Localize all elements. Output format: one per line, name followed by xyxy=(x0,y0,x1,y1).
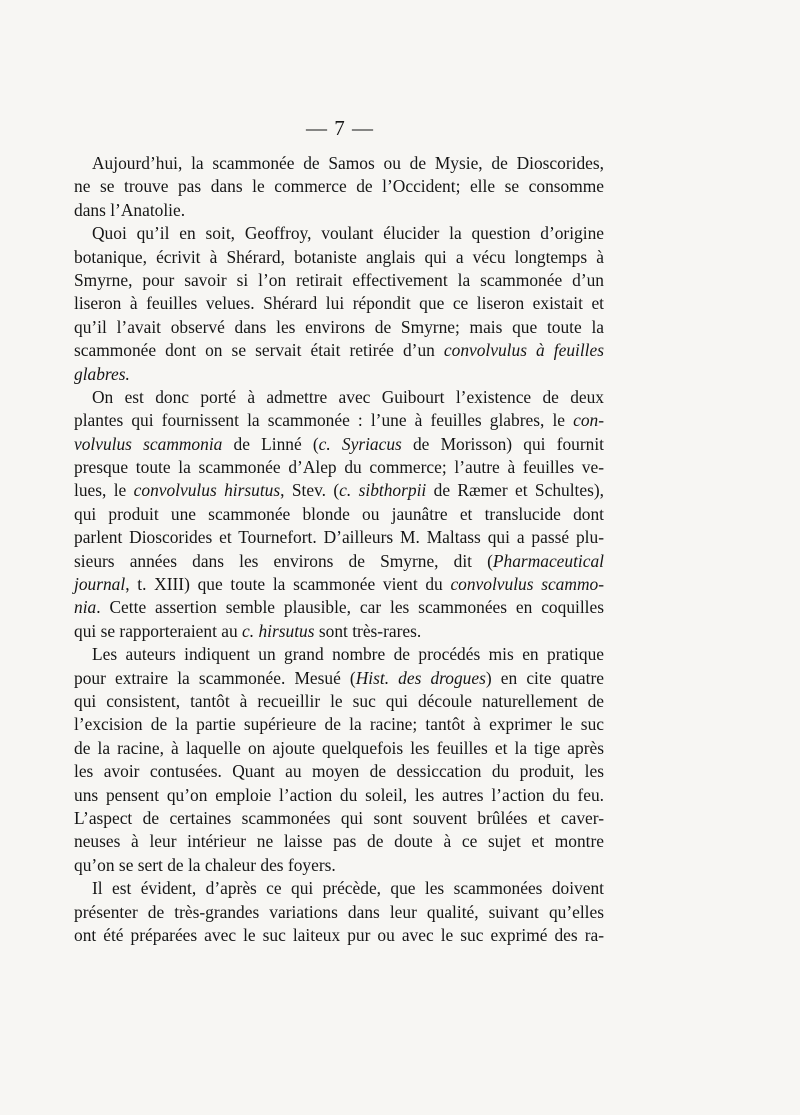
text-span: qu’il l’avait observé dans les environs de Smyrne; mais que toute la xyxy=(74,316,604,337)
text-line xyxy=(74,316,604,339)
text-span: de Morisson) qui fournit xyxy=(401,433,604,454)
text-line xyxy=(74,550,604,573)
text-span: Il est évident, d’après ce qui précède, que les scammonées doivent xyxy=(92,878,604,899)
italic-text: con- xyxy=(573,410,604,431)
text-span: L’aspect de certaines scammonées qui sont souvent brûlées et caver- xyxy=(74,807,604,828)
text-line xyxy=(74,620,604,643)
text-span: plantes qui fournissent la scammonée : l’une à feuilles glabres, le xyxy=(74,410,574,431)
text-line xyxy=(74,854,604,877)
text-line xyxy=(74,737,604,760)
text-line xyxy=(74,784,604,807)
text-line xyxy=(74,573,604,596)
text-span: les avoir contusées. Quant au moyen de dessiccation du produit, les xyxy=(74,761,604,782)
text-span: lues, le xyxy=(74,480,134,501)
text-line xyxy=(74,526,604,549)
italic-text: Hist. des drogues xyxy=(355,667,486,688)
text-line xyxy=(74,713,604,736)
text-line xyxy=(74,924,604,947)
page-number: — 7 — xyxy=(306,116,374,140)
italic-text: glabres. xyxy=(74,363,130,384)
text-span: ont été préparées avec le suc laiteux pur ou avec le suc exprimé des ra- xyxy=(74,924,604,945)
italic-text: Pharmaceutical xyxy=(492,550,604,571)
text-span: , t. XIII) que toute la scammonée vient du xyxy=(125,574,451,595)
text-line xyxy=(74,830,604,853)
text-line xyxy=(74,246,604,269)
text-span: , Stev. ( xyxy=(280,480,340,501)
text-span: Smyrne, pour savoir si l’on retirait effectivement la scammonée d’un xyxy=(74,269,604,290)
text-line xyxy=(74,269,604,292)
italic-text: nia xyxy=(74,597,97,618)
text-line xyxy=(74,199,604,222)
text-line xyxy=(74,292,604,315)
text-line xyxy=(74,807,604,830)
italic-text: convolvulus scammo- xyxy=(450,574,604,595)
text-span: qu’on se sert de la chaleur des foyers. xyxy=(74,854,336,875)
text-line xyxy=(74,760,604,783)
text-span: présenter de très-grandes variations dans leur qualité, suivant qu’elles xyxy=(74,901,604,922)
text-line xyxy=(74,503,604,526)
text-span: de Ræmer et Schultes), xyxy=(426,480,604,501)
text-span: botanique, écrivit à Shérard, botaniste anglais qui a vécu longtemps à xyxy=(74,246,604,267)
text-line xyxy=(74,690,604,713)
text-span: neuses à leur intérieur ne laisse pas de doute à ce sujet et montre xyxy=(74,831,604,852)
text-span: liseron à feuilles velues. Shérard lui répondit que ce liseron existait et xyxy=(74,293,604,314)
text-line xyxy=(74,175,604,198)
text-span: qui produit une scammonée blonde ou jaunâtre et translucide dont xyxy=(74,503,604,524)
text-line xyxy=(74,433,604,456)
text-line xyxy=(74,363,604,386)
text-line xyxy=(74,901,604,924)
text-span: pour extraire la scammonée. Mesué ( xyxy=(74,667,356,688)
text-line xyxy=(74,386,604,409)
text-span: Aujourd’hui, la scammonée de Samos ou de Mysie, de Dioscorides, xyxy=(92,153,604,173)
text-line xyxy=(74,339,604,362)
body-text xyxy=(74,152,604,947)
italic-text: convolvulus à feuilles xyxy=(443,340,605,361)
text-line xyxy=(74,596,604,619)
text-line xyxy=(74,222,604,245)
italic-text: c. Syriacus xyxy=(318,433,402,454)
text-span: sont très-rares. xyxy=(314,620,422,641)
text-line xyxy=(74,667,604,690)
text-line xyxy=(74,409,604,432)
text-line xyxy=(74,877,604,900)
text-span: sieurs années dans les environs de Smyrne, dit ( xyxy=(74,550,493,571)
text-span: On est donc porté à admettre avec Guibourt l’existence de deux xyxy=(92,386,604,407)
text-line xyxy=(74,152,604,175)
italic-text: journal xyxy=(74,574,126,595)
italic-text: volvulus scammonia xyxy=(74,433,223,454)
text-line xyxy=(74,456,604,479)
text-line xyxy=(74,479,604,502)
italic-text: convolvulus hirsutus xyxy=(133,480,281,501)
text-span: scammonée dont on se servait était retirée d’un xyxy=(74,340,444,361)
text-span: de la racine, à laquelle on ajoute quelquefois les feuilles et la tige après xyxy=(74,737,604,758)
text-span: parlent Dioscorides et Tournefort. D’ailleurs M. Maltass qui a passé plu- xyxy=(74,527,604,548)
text-span: ) en cite quatre xyxy=(485,667,604,688)
text-span: qui se rapporteraient au xyxy=(74,620,243,641)
text-span: ne se trouve pas dans le commerce de l’Occident; elle se consomme xyxy=(74,176,604,197)
text-span: l’excision de la partie supérieure de la racine; tantôt à exprimer le suc xyxy=(74,714,604,735)
italic-text: c. sibthorpii xyxy=(339,480,427,501)
text-span: dans l’Anatolie. xyxy=(74,199,186,220)
text-span: Les auteurs indiquent un grand nombre de procédés mis en pratique xyxy=(92,644,604,665)
text-span: qui consistent, tantôt à recueillir le suc qui découle naturellement de xyxy=(74,690,604,711)
text-span: Quoi qu’il en soit, Geoffroy, voulant élucider la question d’origine xyxy=(92,223,604,244)
text-span: uns pensent qu’on emploie l’action du soleil, les autres l’action du feu. xyxy=(74,784,604,805)
text-span: de Linné ( xyxy=(222,433,319,454)
italic-text: c. hirsutus xyxy=(242,620,315,641)
text-line xyxy=(74,643,604,666)
text-span: presque toute la scammonée d’Alep du commerce; l’autre à feuilles ve- xyxy=(74,457,604,478)
text-span: . Cette assertion semble plausible, car les scammonées en coquilles xyxy=(96,597,604,618)
